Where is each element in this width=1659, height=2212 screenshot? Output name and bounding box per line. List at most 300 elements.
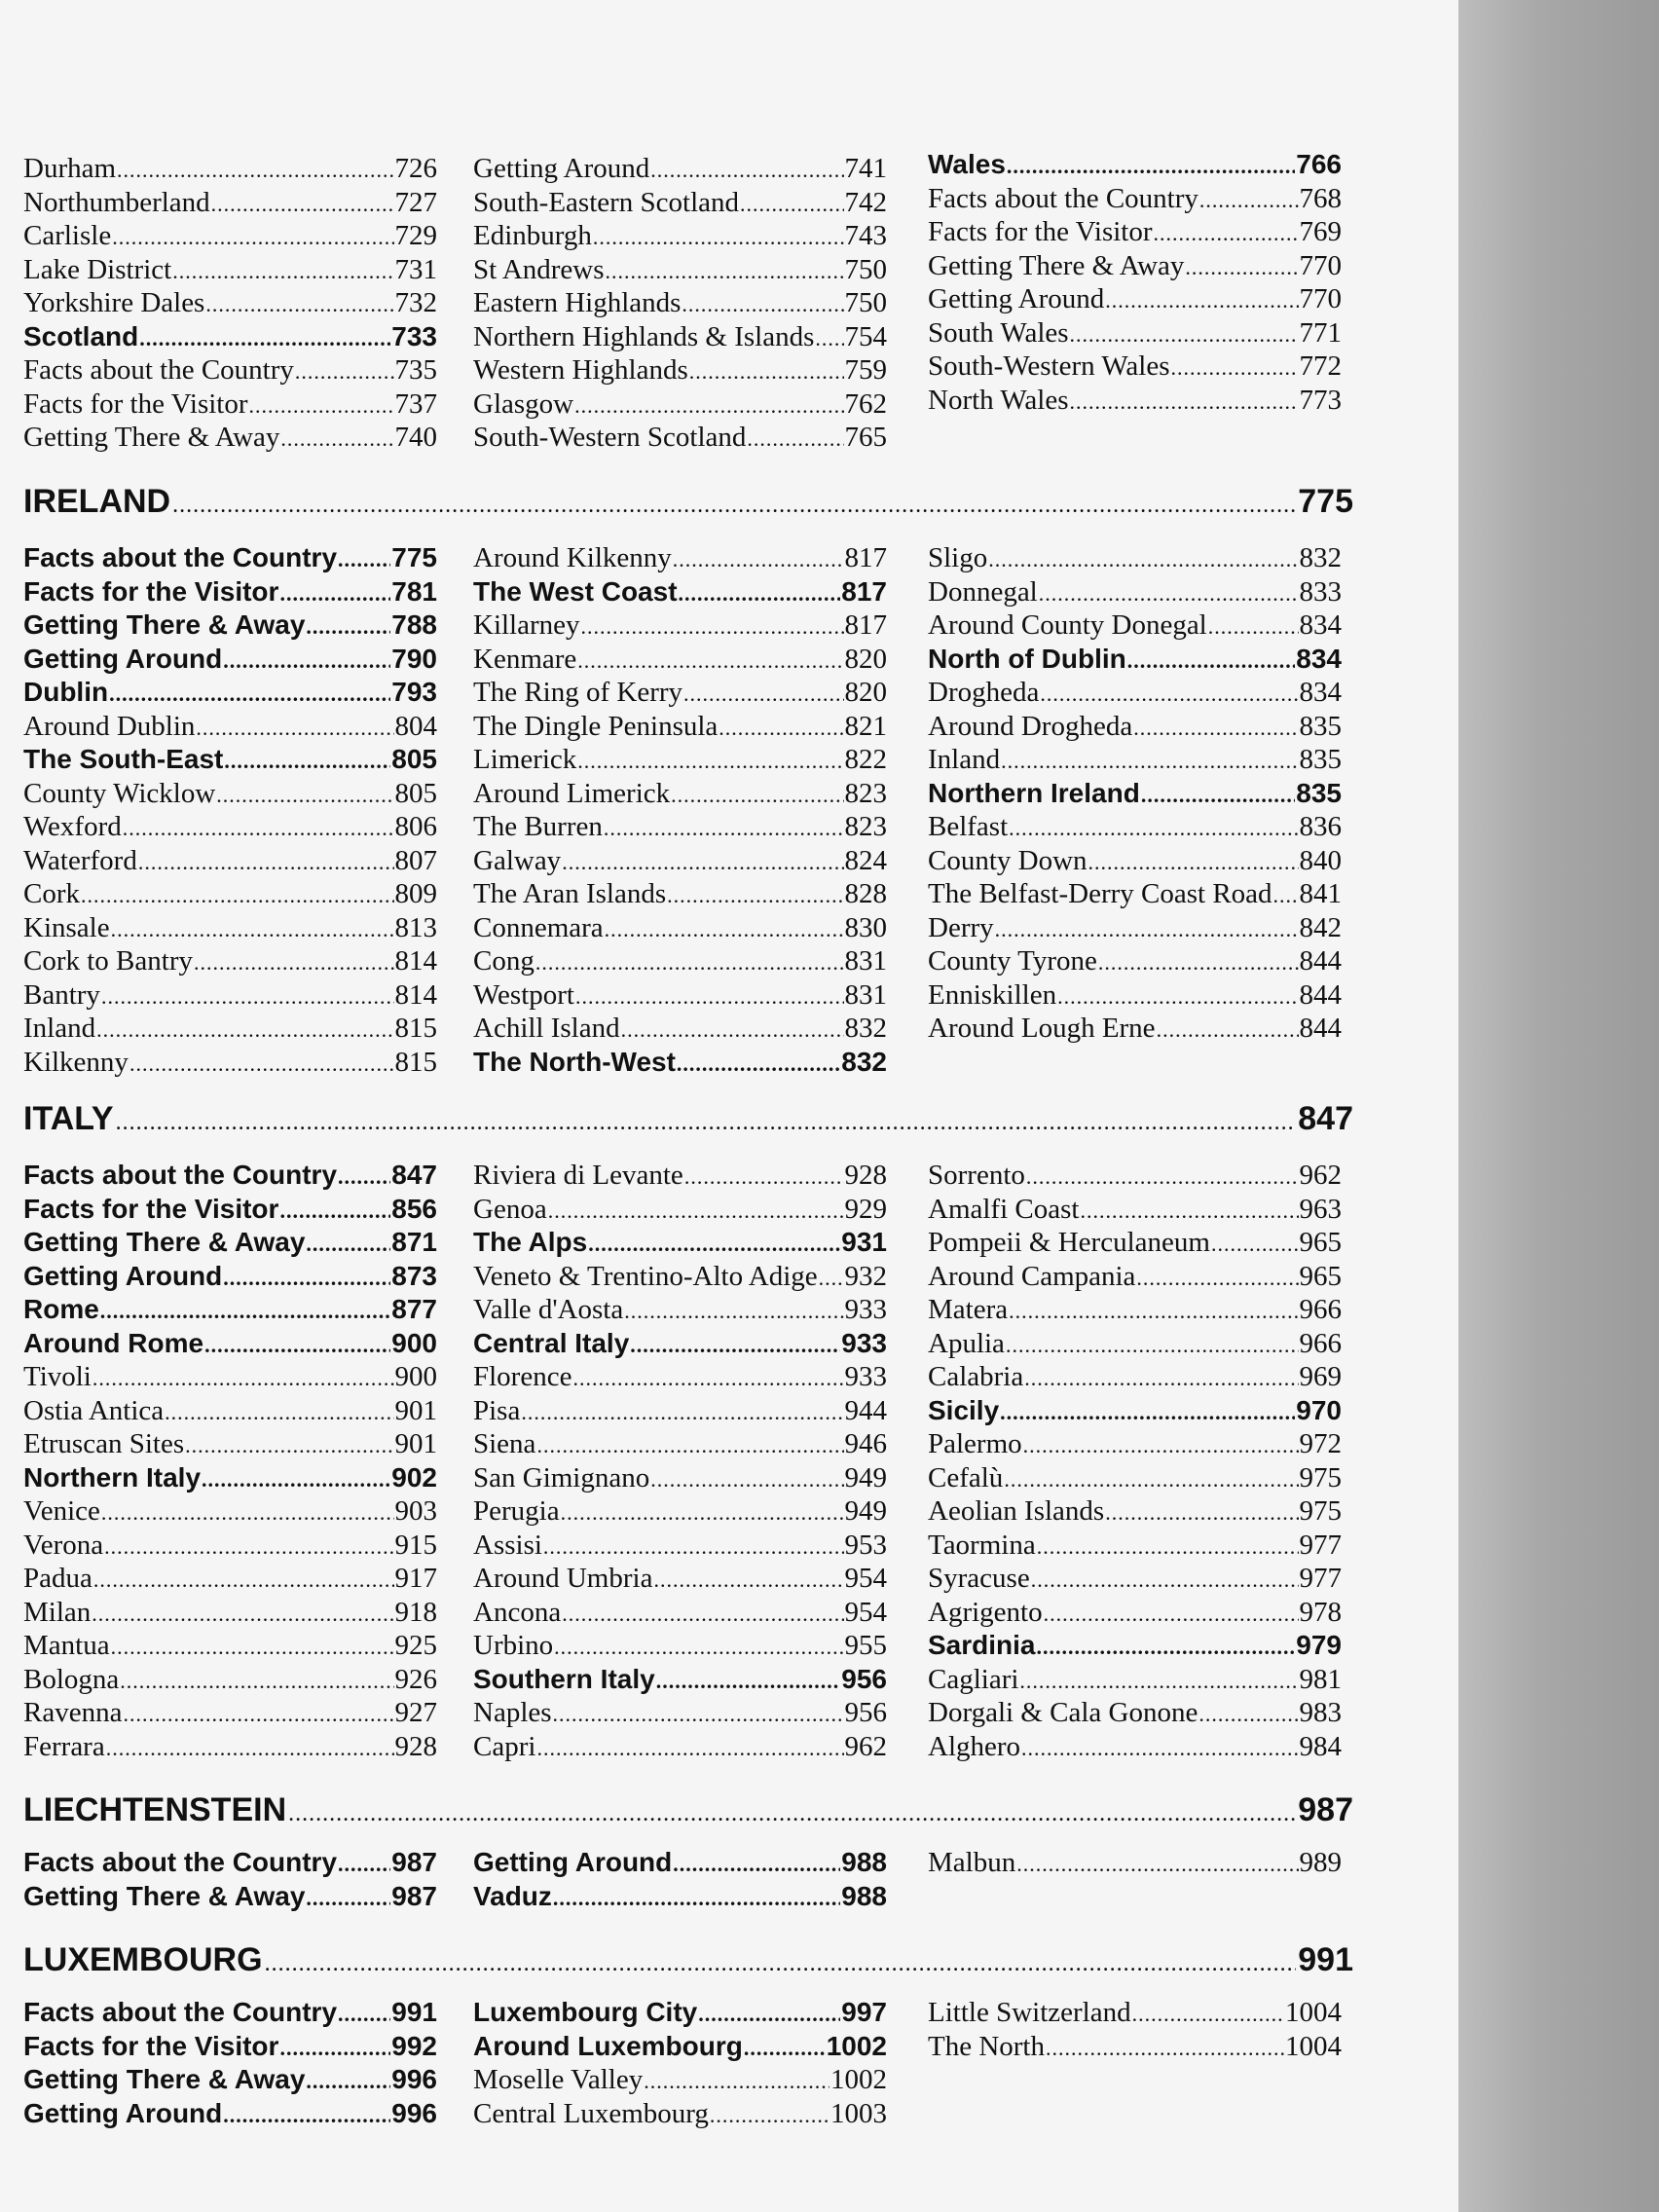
entry-title: Getting Around bbox=[473, 1847, 673, 1877]
dot-leader bbox=[1127, 645, 1296, 679]
toc-entry-getting-around bbox=[23, 2097, 437, 2131]
dot-leader bbox=[988, 543, 1298, 577]
entry-title: Getting There & Away bbox=[23, 422, 280, 453]
entry-title: Getting Around bbox=[928, 283, 1105, 314]
dot-leader bbox=[265, 1941, 1297, 1986]
entry-page: 820 bbox=[844, 677, 887, 708]
toc-entry-getting-around bbox=[928, 282, 1342, 316]
dot-leader bbox=[1070, 318, 1299, 352]
entry-page: 979 bbox=[1296, 1630, 1342, 1660]
dot-leader bbox=[1016, 1848, 1298, 1882]
toc-entry-amalfi-coast bbox=[928, 1193, 1342, 1227]
toc-entry-connemara bbox=[473, 911, 887, 945]
entry-page: 805 bbox=[391, 744, 437, 774]
entry-title: Scotland bbox=[23, 320, 139, 351]
toc-entry-riviera-di-levante bbox=[473, 1159, 887, 1193]
entry-page: 987 bbox=[391, 1847, 437, 1877]
dot-leader bbox=[1105, 1496, 1298, 1530]
entry-page: 817 bbox=[844, 542, 887, 573]
entry-page: 901 bbox=[394, 1428, 437, 1459]
dot-leader bbox=[92, 1362, 394, 1396]
dot-leader bbox=[202, 1463, 390, 1497]
toc-entry-donnegal bbox=[928, 575, 1342, 609]
dot-leader bbox=[1037, 1530, 1299, 1565]
dot-leader bbox=[698, 1998, 840, 2032]
dot-leader bbox=[288, 1791, 1296, 1836]
entry-title: Glasgow bbox=[473, 387, 574, 420]
toc-entry-verona bbox=[23, 1529, 437, 1563]
entry-page: 844 bbox=[1299, 978, 1342, 1011]
entry-page: 928 bbox=[844, 1160, 887, 1191]
entry-page: 806 bbox=[394, 811, 437, 842]
toc-entry-getting-around bbox=[23, 643, 437, 677]
entry-title: Urbino bbox=[473, 1630, 554, 1661]
page-edge bbox=[1458, 0, 1659, 2212]
toc-entry-westport bbox=[473, 978, 887, 1013]
entry-page: 804 bbox=[394, 710, 437, 742]
toc-entry-sorrento bbox=[928, 1159, 1342, 1193]
toc-entry-around-kilkenny bbox=[473, 541, 887, 575]
entry-title: Facts for the Visitor bbox=[23, 1193, 279, 1224]
toc-entry-facts-about-the-country bbox=[23, 1846, 437, 1880]
dot-leader bbox=[117, 154, 393, 188]
entry-page: 820 bbox=[844, 643, 887, 675]
toc-entry-eastern-highlands bbox=[473, 286, 887, 320]
toc-entry-facts-for-the-visitor bbox=[928, 215, 1342, 249]
section-page: 987 bbox=[1298, 1791, 1353, 1828]
entry-page: 835 bbox=[1296, 777, 1342, 808]
dot-leader bbox=[521, 1396, 843, 1430]
entry-title: Perugia bbox=[473, 1495, 560, 1527]
entry-page: 954 bbox=[844, 1596, 887, 1628]
entry-title: Venice bbox=[23, 1495, 100, 1527]
entry-page: 831 bbox=[844, 945, 887, 977]
entry-page: 956 bbox=[841, 1663, 887, 1694]
entry-page: 984 bbox=[1299, 1730, 1342, 1762]
entry-page: 966 bbox=[1299, 1294, 1342, 1325]
entry-page: 926 bbox=[394, 1663, 437, 1695]
entry-title: Westport bbox=[473, 978, 574, 1011]
entry-title: Around Luxembourg bbox=[473, 2030, 743, 2061]
dot-leader bbox=[123, 1698, 393, 1732]
entry-title: Pompeii & Herculaneum bbox=[928, 1227, 1210, 1258]
dot-leader bbox=[673, 1848, 840, 1882]
dot-leader bbox=[535, 946, 844, 980]
toc-entry-pisa bbox=[473, 1394, 887, 1428]
toc-entry-edinburgh bbox=[473, 219, 887, 253]
dot-leader bbox=[683, 678, 843, 712]
luxembourg-column-3 bbox=[928, 1996, 1342, 2063]
dot-leader bbox=[1157, 1014, 1299, 1048]
entry-title: Sorrento bbox=[928, 1160, 1025, 1191]
toc-entry-san-gimignano bbox=[473, 1461, 887, 1495]
dot-leader bbox=[1006, 1329, 1299, 1363]
entry-page: 737 bbox=[394, 387, 437, 420]
entry-title: The West Coast bbox=[473, 575, 678, 607]
dot-leader bbox=[656, 1665, 841, 1699]
dot-leader bbox=[815, 322, 843, 356]
entry-title: Genoa bbox=[473, 1193, 547, 1225]
entry-title: Wales bbox=[928, 149, 1006, 179]
toc-entry-northern-ireland bbox=[928, 777, 1342, 811]
entry-page: 840 bbox=[1299, 844, 1342, 876]
luxembourg-column-2 bbox=[473, 1996, 887, 2130]
dot-leader bbox=[1080, 1195, 1298, 1229]
entry-page: 970 bbox=[1296, 1394, 1342, 1425]
dot-leader bbox=[93, 1564, 394, 1598]
entry-page: 988 bbox=[841, 1880, 887, 1911]
dot-leader bbox=[338, 1161, 390, 1195]
toc-entry-facts-about-the-country bbox=[23, 1159, 437, 1193]
dot-leader bbox=[673, 543, 844, 577]
entry-title: Getting Around bbox=[23, 1260, 223, 1291]
dot-leader bbox=[677, 1048, 840, 1082]
toc-entry-st-andrews bbox=[473, 253, 887, 287]
entry-title: Agrigento bbox=[928, 1596, 1043, 1628]
dot-leader bbox=[116, 1100, 1297, 1145]
toc-entry-limerick bbox=[473, 743, 887, 777]
dot-leader bbox=[111, 913, 394, 947]
entry-title: Northern Ireland bbox=[928, 777, 1140, 808]
continued-column-1 bbox=[23, 152, 437, 455]
toc-entry-north-wales bbox=[928, 384, 1342, 418]
luxembourg-column-1 bbox=[23, 1996, 437, 2130]
toc-entry-enniskillen bbox=[928, 978, 1342, 1013]
entry-title: Facts for the Visitor bbox=[23, 2030, 279, 2061]
entry-title: Syracuse bbox=[928, 1563, 1030, 1594]
entry-title: Wexford bbox=[23, 811, 122, 842]
entry-page: 835 bbox=[1299, 744, 1342, 775]
entry-title: Dorgali & Cala Gonone bbox=[928, 1697, 1198, 1728]
toc-entry-pompeii-herculaneum bbox=[928, 1226, 1342, 1260]
dot-leader bbox=[667, 879, 843, 913]
dot-leader bbox=[1070, 386, 1299, 420]
entry-page: 992 bbox=[391, 2030, 437, 2061]
toc-entry-around-rome bbox=[23, 1327, 437, 1361]
toc-entry-siena bbox=[473, 1427, 887, 1461]
entry-title: Ravenna bbox=[23, 1697, 123, 1728]
dot-leader bbox=[204, 1329, 390, 1363]
dot-leader bbox=[211, 188, 394, 222]
entry-page: 750 bbox=[844, 287, 887, 318]
toc-entry-around-limerick bbox=[473, 777, 887, 811]
dot-leader bbox=[744, 2032, 826, 2066]
toc-entry-county-tyrone bbox=[928, 944, 1342, 978]
entry-page: 813 bbox=[394, 911, 437, 943]
entry-page: 754 bbox=[844, 320, 887, 352]
toc-entry-the-dingle-peninsula bbox=[473, 710, 887, 744]
entry-page: 983 bbox=[1299, 1697, 1342, 1728]
entry-page: 731 bbox=[394, 253, 437, 285]
toc-entry-agrigento bbox=[928, 1596, 1342, 1630]
dot-leader bbox=[536, 1429, 843, 1463]
toc-entry-south-eastern-scotland bbox=[473, 186, 887, 220]
entry-title: Riviera di Levante bbox=[473, 1160, 683, 1191]
entry-title: Northumberland bbox=[23, 186, 210, 218]
entry-page: 817 bbox=[844, 609, 887, 641]
dot-leader bbox=[112, 221, 393, 255]
dot-leader bbox=[1198, 1698, 1298, 1732]
toc-entry-facts-about-the-country bbox=[23, 541, 437, 575]
toc-entry-padua bbox=[23, 1562, 437, 1596]
toc-entry-dublin bbox=[23, 676, 437, 710]
section-title: LUXEMBOURG bbox=[23, 1941, 263, 1978]
entry-title: The Burren bbox=[473, 811, 603, 842]
toc-entry-urbino bbox=[473, 1629, 887, 1663]
dot-leader bbox=[295, 355, 394, 389]
entry-title: South-Western Wales bbox=[928, 350, 1170, 382]
entry-page: 962 bbox=[844, 1730, 887, 1762]
entry-page: 732 bbox=[394, 287, 437, 318]
entry-title: Cong bbox=[473, 945, 535, 977]
toc-entry-moselle-valley bbox=[473, 2063, 887, 2097]
dot-leader bbox=[1132, 1998, 1284, 2032]
entry-page: 972 bbox=[1299, 1428, 1342, 1459]
toc-entry-western-highlands bbox=[473, 353, 887, 387]
entry-title: Verona bbox=[23, 1529, 104, 1561]
entry-page: 741 bbox=[844, 153, 887, 184]
entry-page: 765 bbox=[844, 422, 887, 453]
dot-leader bbox=[205, 288, 393, 322]
entry-title: Getting Around bbox=[473, 153, 650, 184]
toc-entry-getting-around bbox=[473, 1846, 887, 1880]
entry-page: 834 bbox=[1296, 643, 1342, 674]
toc-entry-county-down bbox=[928, 844, 1342, 878]
entry-title: Belfast bbox=[928, 811, 1009, 842]
entry-page: 933 bbox=[844, 1294, 887, 1325]
entry-page: 759 bbox=[844, 354, 887, 386]
dot-leader bbox=[224, 745, 390, 779]
toc-entry-aeolian-islands bbox=[928, 1494, 1342, 1529]
entry-page: 832 bbox=[841, 1046, 887, 1077]
entry-title: North of Dublin bbox=[928, 643, 1126, 674]
entry-page: 965 bbox=[1299, 1260, 1342, 1292]
entry-title: Getting Around bbox=[23, 2097, 223, 2128]
entry-title: Luxembourg City bbox=[473, 1997, 698, 2027]
dot-leader bbox=[684, 1161, 844, 1195]
section-page: 847 bbox=[1298, 1100, 1353, 1137]
entry-page: 996 bbox=[391, 2064, 437, 2094]
toc-entry-around-lough-erne bbox=[928, 1012, 1342, 1046]
toc-entry-lake-district bbox=[23, 253, 437, 287]
toc-entry-around-dublin bbox=[23, 710, 437, 744]
toc-entry-calabria bbox=[928, 1360, 1342, 1394]
dot-leader bbox=[819, 1262, 844, 1296]
entry-page: 727 bbox=[394, 186, 437, 218]
toc-entry-yorkshire-dales bbox=[23, 286, 437, 320]
toc-entry-sardinia bbox=[928, 1629, 1342, 1663]
dot-leader bbox=[650, 154, 843, 188]
entry-title: County Tyrone bbox=[928, 945, 1097, 977]
entry-page: 793 bbox=[391, 677, 437, 707]
toc-entry-getting-there-away bbox=[23, 1226, 437, 1260]
dot-leader bbox=[279, 577, 390, 611]
entry-page: 955 bbox=[844, 1630, 887, 1661]
entry-page: 997 bbox=[841, 1997, 887, 2027]
dot-leader bbox=[1023, 1429, 1299, 1463]
entry-title: Assisi bbox=[473, 1529, 542, 1561]
entry-page: 928 bbox=[394, 1730, 437, 1762]
dot-leader bbox=[1273, 879, 1299, 913]
toc-entry-rome bbox=[23, 1293, 437, 1327]
entry-title: St Andrews bbox=[473, 253, 605, 285]
entry-title: Alghero bbox=[928, 1730, 1021, 1762]
entry-title: Sardinia bbox=[928, 1630, 1036, 1660]
dot-leader bbox=[554, 1631, 843, 1665]
entry-page: 965 bbox=[1299, 1227, 1342, 1258]
dot-leader bbox=[995, 913, 1299, 947]
section-title: ITALY bbox=[23, 1100, 114, 1137]
dot-leader bbox=[111, 1631, 394, 1665]
dot-leader bbox=[101, 1496, 394, 1530]
entry-page: 834 bbox=[1299, 609, 1342, 641]
toc-entry-the-north bbox=[928, 2030, 1342, 2064]
toc-entry-northern-italy bbox=[23, 1461, 437, 1495]
toc-entry-durham bbox=[23, 152, 437, 186]
toc-entry-south-western-wales bbox=[928, 350, 1342, 384]
toc-entry-glasgow bbox=[473, 387, 887, 422]
entry-title: Etruscan Sites bbox=[23, 1428, 185, 1459]
entry-page: 762 bbox=[844, 387, 887, 420]
entry-page: 750 bbox=[844, 253, 887, 285]
entry-page: 996 bbox=[391, 2097, 437, 2128]
dot-leader bbox=[1039, 577, 1299, 611]
dot-leader bbox=[1001, 745, 1298, 779]
dot-leader bbox=[562, 846, 843, 880]
dot-leader bbox=[553, 1698, 844, 1732]
dot-leader bbox=[165, 1396, 393, 1430]
entry-page: 1003 bbox=[830, 2097, 887, 2129]
entry-title: Yorkshire Dales bbox=[23, 287, 205, 318]
entry-title: South-Western Scotland bbox=[473, 422, 747, 453]
entry-page: 981 bbox=[1299, 1663, 1342, 1695]
entry-title: Apulia bbox=[928, 1327, 1005, 1359]
entry-title: Kenmare bbox=[473, 643, 577, 675]
toc-entry-facts-about-the-country bbox=[23, 353, 437, 387]
dot-leader bbox=[605, 913, 844, 947]
dot-leader bbox=[129, 1048, 394, 1082]
dot-leader bbox=[138, 846, 394, 880]
toc-entry-scotland bbox=[23, 320, 437, 354]
entry-title: The Ring of Kerry bbox=[473, 677, 683, 708]
entry-title: Cork to Bantry bbox=[23, 945, 193, 977]
entry-page: 962 bbox=[1299, 1160, 1342, 1191]
toc-entry-alghero bbox=[928, 1730, 1342, 1764]
section-page: 775 bbox=[1298, 483, 1353, 520]
entry-title: Around Drogheda bbox=[928, 710, 1133, 742]
toc-entry-milan bbox=[23, 1596, 437, 1630]
toc-entry-getting-there-away bbox=[23, 608, 437, 643]
entry-title: Southern Italy bbox=[473, 1663, 655, 1694]
entry-page: 790 bbox=[391, 643, 437, 674]
entry-page: 925 bbox=[394, 1630, 437, 1661]
toc-entry-vaduz bbox=[473, 1880, 887, 1914]
toc-entry-drogheda bbox=[928, 676, 1342, 710]
entry-title: Veneto & Trentino-Alto Adige bbox=[473, 1260, 818, 1292]
toc-entry-inland bbox=[928, 743, 1342, 777]
entry-page: 828 bbox=[844, 878, 887, 909]
dot-leader bbox=[653, 1564, 843, 1598]
entry-title: Getting There & Away bbox=[23, 1880, 306, 1911]
entry-title: County Down bbox=[928, 844, 1088, 876]
entry-page: 835 bbox=[1299, 710, 1342, 742]
entry-page: 836 bbox=[1299, 811, 1342, 842]
toc-entry-around-luxembourg bbox=[473, 2030, 887, 2064]
entry-title: Aeolian Islands bbox=[928, 1495, 1105, 1527]
dot-leader bbox=[1024, 1362, 1298, 1396]
dot-leader bbox=[1000, 1396, 1295, 1430]
entry-title: Dublin bbox=[23, 677, 109, 707]
dot-leader bbox=[185, 1429, 393, 1463]
entry-title: The South-East bbox=[23, 744, 224, 774]
dot-leader bbox=[543, 1530, 844, 1565]
toc-entry-cagliari bbox=[928, 1663, 1342, 1697]
toc-entry-north-of-dublin bbox=[928, 643, 1342, 677]
entry-page: 823 bbox=[844, 777, 887, 809]
dot-leader bbox=[306, 610, 390, 645]
entry-title: Galway bbox=[473, 844, 562, 876]
toc-entry-cong bbox=[473, 944, 887, 978]
entry-page: 929 bbox=[844, 1193, 887, 1225]
dot-leader bbox=[606, 255, 844, 289]
entry-title: Facts for the Visitor bbox=[23, 387, 248, 420]
entry-page: 842 bbox=[1299, 911, 1342, 943]
dot-leader bbox=[581, 610, 844, 645]
entry-page: 830 bbox=[844, 911, 887, 943]
entry-page: 1004 bbox=[1285, 1997, 1342, 2028]
dot-leader bbox=[604, 812, 844, 846]
entry-title: Facts about the Country bbox=[23, 354, 294, 386]
entry-title: Tivoli bbox=[23, 1361, 92, 1392]
entry-title: South-Eastern Scotland bbox=[473, 186, 740, 218]
entry-page: 954 bbox=[844, 1563, 887, 1594]
toc-entry-kilkenny bbox=[23, 1046, 437, 1080]
dot-leader bbox=[216, 779, 393, 813]
section-heading-liechtenstein bbox=[23, 1788, 1353, 1832]
entry-title: Northern Highlands & Islands bbox=[473, 320, 815, 352]
entry-title: Waterford bbox=[23, 844, 137, 876]
toc-entry-around-drogheda bbox=[928, 710, 1342, 744]
toc-entry-sicily bbox=[928, 1394, 1342, 1428]
entry-page: 743 bbox=[844, 220, 887, 251]
entry-title: The North bbox=[928, 2030, 1045, 2062]
toc-entry-carlisle bbox=[23, 219, 437, 253]
entry-title: Sicily bbox=[928, 1394, 1000, 1425]
dot-leader bbox=[1019, 1665, 1298, 1699]
entry-title: Around Dublin bbox=[23, 710, 196, 742]
dot-leader bbox=[223, 645, 390, 679]
toc-entry-wexford bbox=[23, 810, 437, 844]
dot-leader bbox=[574, 389, 843, 424]
toc-entry-cefal bbox=[928, 1461, 1342, 1495]
entry-page: 1002 bbox=[826, 2030, 887, 2061]
entry-page: 814 bbox=[394, 978, 437, 1011]
entry-title: Pisa bbox=[473, 1394, 521, 1426]
toc-entry-around-county-donegal bbox=[928, 608, 1342, 643]
dot-leader bbox=[1004, 1463, 1298, 1497]
entry-title: Around Kilkenny bbox=[473, 542, 672, 573]
entry-title: Ferrara bbox=[23, 1730, 105, 1762]
section-page: 991 bbox=[1298, 1941, 1353, 1978]
dot-leader bbox=[747, 423, 843, 457]
dot-leader bbox=[1036, 1631, 1295, 1665]
dot-leader bbox=[1021, 1732, 1298, 1766]
toc-entry-ravenna bbox=[23, 1696, 437, 1730]
toc-entry-facts-about-the-country bbox=[23, 1996, 437, 2030]
toc-entry-killarney bbox=[473, 608, 887, 643]
entry-title: Rome bbox=[23, 1294, 99, 1324]
dot-leader bbox=[1136, 1262, 1298, 1296]
